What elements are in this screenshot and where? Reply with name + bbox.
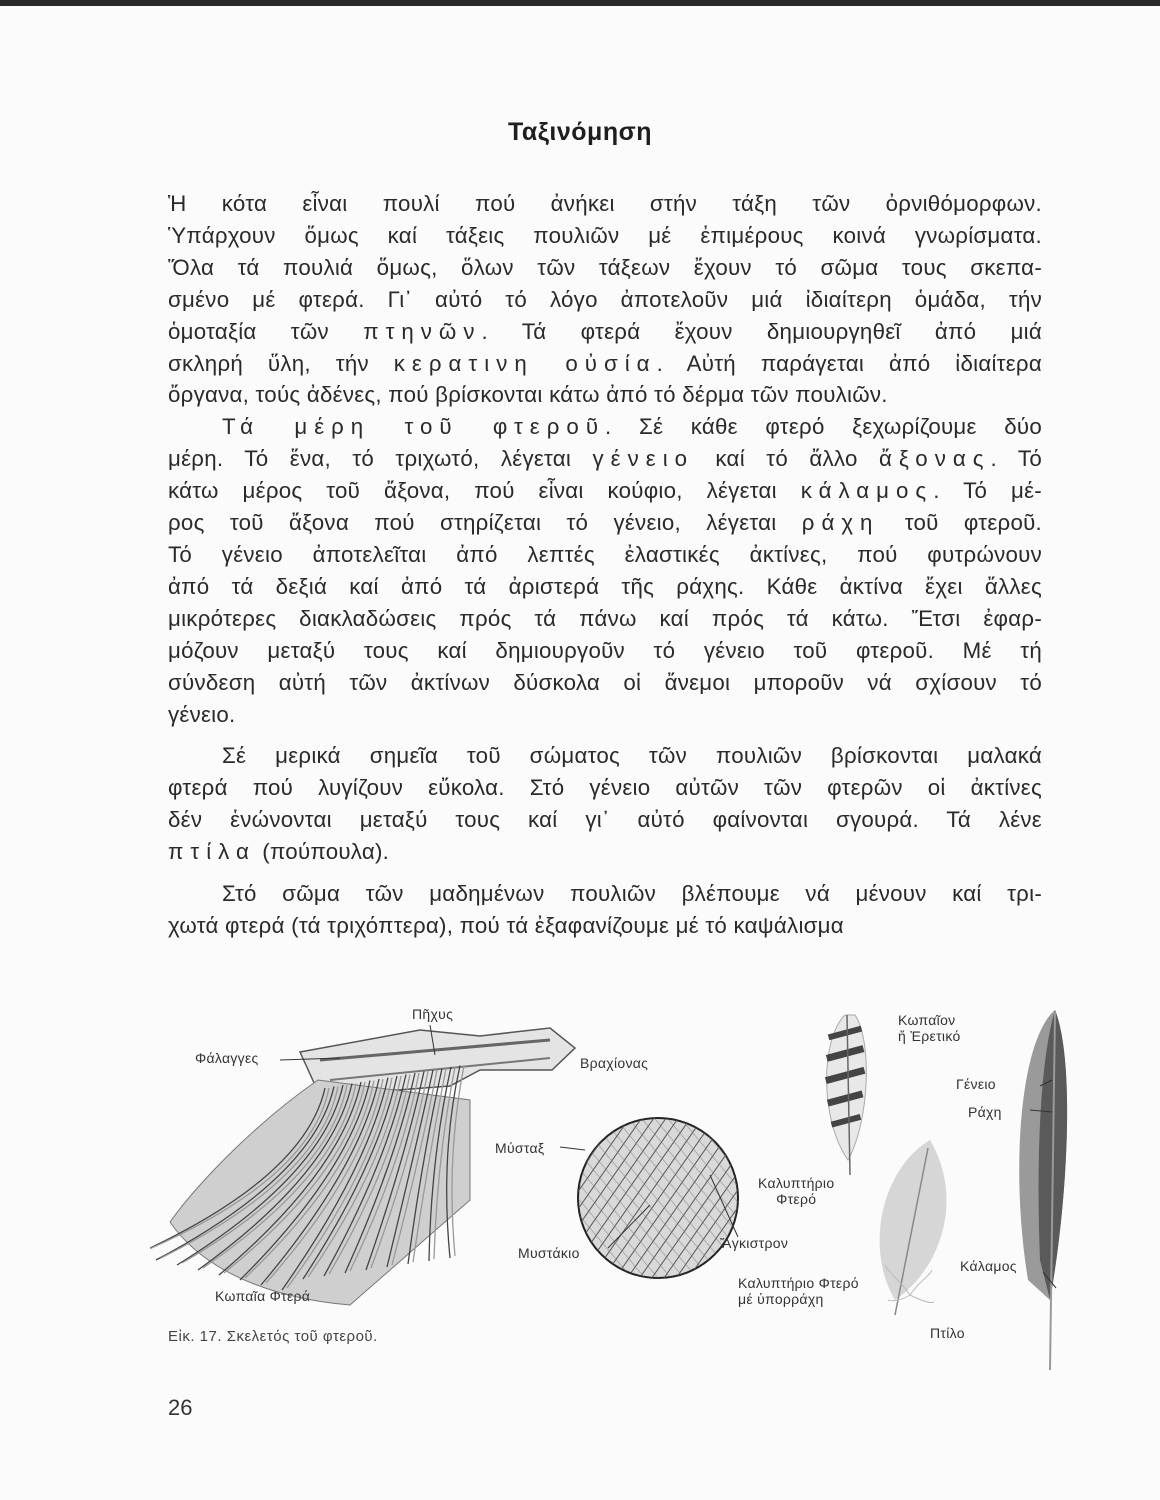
wing-skeleton [150,1028,575,1305]
label-kopaia-ftera: Κωπαῖα Φτερά [215,1288,311,1304]
label-mystax: Μύσταξ [495,1140,545,1156]
text-line: Τό γένειο ἀποτελεῖται ἀπό λεπτές ἐλαστικές ἀκτίνες, πού φυτρώνουν [168,541,1042,567]
text-segment: (πούπουλα). [255,839,390,865]
page-title: Ταξινόμηση [508,118,652,146]
barred-feather [825,1015,866,1175]
text-line: δέν ἑνώνονται μεταξύ τους καί γι᾽ αὐτό φαίνονται σγουρά. Τά λένε [168,807,1042,833]
contour-feather [880,1140,947,1315]
spaced-term: ἄξονας [879,446,991,472]
spaced-term: πτηνῶν [363,318,482,344]
text-line: ὄργανα, τούς ἀδένες, πού βρίσκονται κάτω ἀπό τό δέρμα τῶν πουλιῶν. [168,382,888,408]
text-segment: . Τό [990,446,1043,472]
text-line: Ὅλα τά πουλιά ὅμως, ὅλων τῶν τάξεων ἔχουν τό σῶμα τους σκεπα- [168,254,1042,280]
text-line [168,836,1042,868]
spaced-term: ράχη [801,510,880,536]
spaced-term: κερατινη οὐσία [393,350,657,376]
label-rachi: Ράχη [968,1104,1002,1120]
page-number: 26 [168,1395,193,1420]
label-ptilo: Πτίλο [930,1325,965,1341]
label-pichys: Πῆχυς [412,1006,454,1022]
text-line [168,507,1042,539]
figure-caption: Εἰκ. 17. Σκελετός τοῦ φτεροῦ. [168,1328,378,1345]
text-segment: ρος τοῦ ἄξονα πού στηρίζεται τό γένειο, λέγεται [168,510,802,536]
label-kalyptirio-yporrachi: Καλυπτήριο Φτερό μέ ὑπορράχη [738,1275,859,1307]
text-segment: . Τά φτερά ἔχουν δημιουργηθεῖ ἀπό μιά [481,318,1043,344]
text-line [168,475,1042,507]
text-segment: . Τό μέ- [933,478,1042,504]
text-segment: . Σέ κάθε φτερό ξεχωρίζουμε δύο [605,414,1042,440]
text-segment: τοῦ φτεροῦ. [879,510,1042,536]
text-segment: ὁμοταξία τῶν [168,318,364,344]
text-line: Σέ μερικά σημεῖα τοῦ σώματος τῶν πουλιῶν βρίσκονται μαλακά [222,743,1042,769]
text-line [168,316,1042,348]
text-line: χωτά φτερά (τά τριχόπτερα), πού τά ἐξαφανίζουμε μέ τό καψάλισμα [168,912,844,938]
label-agkistron: Ἄγκιστρον [720,1235,789,1251]
text-line: Στό σῶμα τῶν μαδημένων πουλιῶν βλέπουμε νά μένουν καί τρι- [222,881,1042,907]
text-line: ἀπό τά δεξιά καί ἀπό τά ἀριστερά τῆς ράχης. Κάθε ἀκτίνα ἔχει ἄλλες [168,573,1042,599]
text-line: Ἡ κότα εἶναι πουλί πού ἀνήκει στήν τάξη τῶν ὀρνιθόμορφων. [168,191,1042,216]
text-line [168,411,1042,443]
text-line: σμένο μέ φτερά. Γι᾽ αὐτό τό λόγο ἀποτελοῦν μιά ἰδιαίτερη ὁμάδα, τήν [168,286,1042,312]
text-line: φτερά πού λυγίζουν εὔκολα. Στό γένειο αὐτῶν τῶν φτερῶν οἱ ἀκτίνες [168,775,1042,801]
spaced-term: Τά μέρη τοῦ φτεροῦ [222,414,606,440]
text-line [168,348,1042,380]
label-kalamos: Κάλαμος [960,1258,1017,1274]
label-kopaion: Κωπαῖον ἤ Ἐρετικό [898,1012,961,1044]
text-line: μικρότερες διακλαδώσεις πρός τά πάνω καί πρός τά κάτω. Ἔτσι ἐφαρ- [168,605,1042,631]
label-kalyptirio-ftero: Καλυπτήριο Φτερό [758,1175,835,1207]
text-line: Ὑπάρχουν ὅμως καί τάξεις πουλιῶν μέ ἐπιμέρους κοινά γνωρίσματα. [168,222,1042,248]
label-falagges: Φάλαγγες [195,1050,259,1066]
feather-figure [150,1000,1070,1380]
text-line: γένειο. [168,701,236,727]
text-line [168,443,1042,475]
text-line: σύνδεση αὐτή τῶν ἀκτίνων δύσκολα οἱ ἄνεμοι μποροῦν νά σχίσουν τό [168,669,1042,695]
barbule-circle [570,1110,750,1290]
text-segment: μέρη. Τό ἕνα, τό τριχωτό, λέγεται [168,446,593,472]
text-segment: καί τό ἄλλο [694,446,880,472]
text-segment: . Αὐτή παράγεται ἀπό ἰδιαίτερα [656,350,1042,376]
top-border [0,0,1160,6]
spaced-term: κάλαμος [800,478,934,504]
body-text [168,188,1042,942]
spaced-term: πτίλα [168,839,256,865]
text-segment: κάτω μέρος τοῦ ἄξονα, πού εἶναι κούφιο, λέγεται [168,478,801,504]
label-geneio: Γένειο [956,1076,996,1092]
text-line: μόζουν μεταξύ τους καί δημιουργοῦν τό γένειο τοῦ φτεροῦ. Μέ τή [168,637,1042,663]
text-segment: σκληρή ὕλη, τήν [168,350,394,376]
flight-feather [1019,1010,1067,1370]
spaced-term: γένειο [592,446,695,472]
label-vrachionas: Βραχίονας [580,1055,649,1071]
label-mystakio: Μυστάκιο [518,1245,580,1261]
